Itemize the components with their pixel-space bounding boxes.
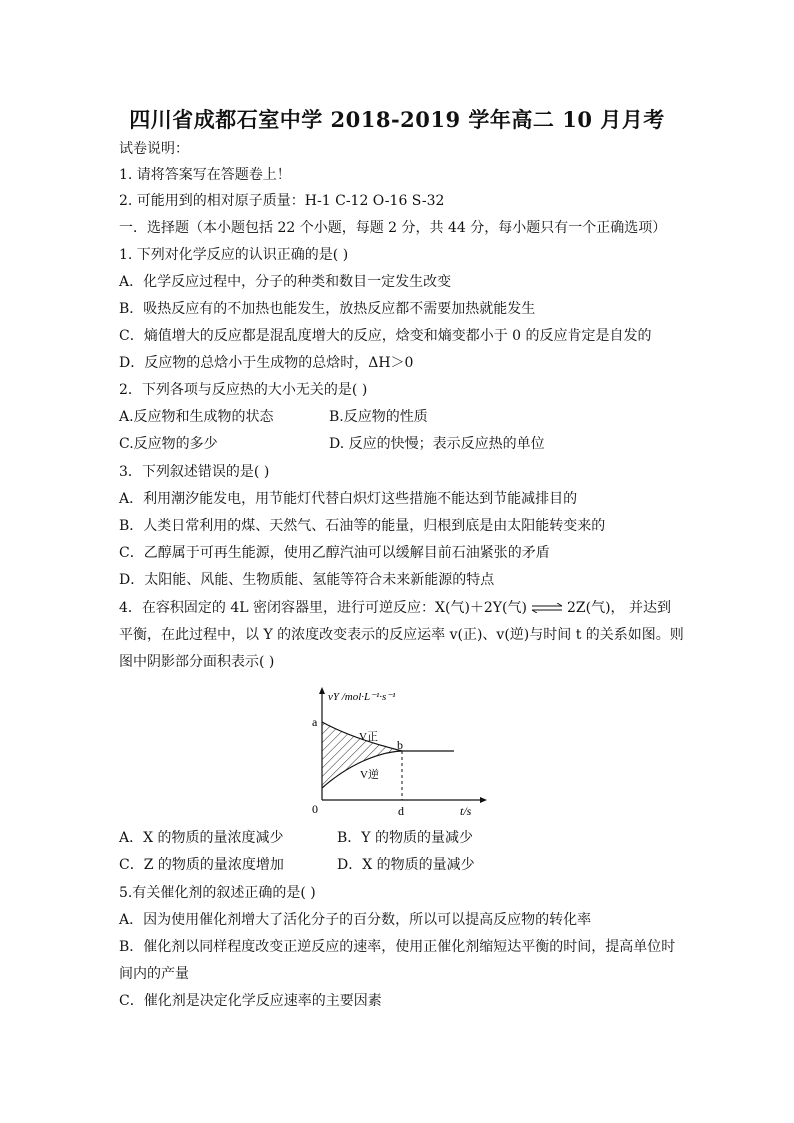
q5-option-a: A．因为使用催化剂增大了活化分子的百分数，所以可以提高反应物的转化率 [119, 912, 592, 928]
q4-option-a: A．X 的物质的量浓度减少 [119, 830, 284, 846]
q3-option-b: B．人类日常利用的煤、天然气、石油等的能量，归根到底是由太阳能转变来的 [119, 518, 606, 534]
instruction-item-2: 2. 可能用到的相对原子质量：H-1 C-12 O-16 S-32 [119, 193, 445, 209]
q3-stem: 3．下列叙述错误的是( ) [119, 464, 270, 480]
q5-option-b-line2: 间内的产量 [119, 966, 189, 982]
q4-option-b: B．Y 的物质的量减少 [337, 830, 473, 846]
exam-title: 四川省成都石室中学 2018-2019 学年高二 10 月月考 [129, 107, 665, 132]
q5-stem: 5.有关催化剂的叙述正确的是( ) [119, 885, 316, 901]
q1-option-d: D．反应物的总焓小于生成物的总焓时，ΔH＞0 [119, 355, 414, 371]
q4-option-c: C．Z 的物质的量浓度增加 [119, 857, 284, 873]
v-forward-label: V正 [359, 731, 378, 743]
q5-option-c: C．催化剂是决定化学反应速率的主要因素 [119, 993, 382, 1009]
q1-option-c: C．熵值增大的反应都是混乱度增大的反应，焓变和熵变都小于 0 的反应肯定是自发的 [119, 328, 652, 344]
point-d-label: d [398, 804, 404, 818]
y-axis-label: vY /mol·L⁻¹·s⁻¹ [328, 691, 396, 703]
q5-option-b-line1: B．催化剂以同样程度改变正逆反应的速率，使用正催化剂缩短达平衡的时间，提高单位时 [119, 939, 676, 955]
q4-stem-line2: 平衡，在此过程中，以 Y 的浓度改变表示的反应运率 v(正)、v(逆)与时间 t 的关系如图。则 [119, 627, 684, 643]
q4-stem-line3: 图中阴影部分面积表示( ) [119, 654, 275, 670]
q1-stem: 1. 下列对化学反应的认识正确的是( ) [119, 247, 349, 263]
q2-option-d: D. 反应的快慢；表示反应热的单位 [329, 436, 545, 452]
q3-option-a: A．利用潮汐能发电，用节能灯代替白炽灯这些措施不能达到节能减排目的 [119, 491, 578, 507]
section-header: 一．选择题（本小题包括 22 个小题，每题 2 分，共 44 分，每小题只有一个正确选项） [119, 220, 667, 236]
rate-time-graph [304, 684, 496, 824]
instructions-heading: 试卷说明： [119, 141, 189, 157]
instruction-item-1: 1. 请将答案写在答题卷上！ [119, 167, 291, 183]
q4-stem-line1 [119, 599, 671, 617]
q2-option-c: C.反应物的多少 [119, 436, 218, 452]
point-a-label: a [312, 715, 318, 729]
q2-option-a: A.反应物和生成物的状态 [119, 409, 274, 425]
q4-stem-part-b: 2Z(气)， 并达到 [566, 600, 671, 616]
q2-option-b: B.反应物的性质 [329, 409, 428, 425]
v-reverse-label: V逆 [360, 769, 379, 781]
q3-option-c: C．乙醇属于可再生能源，使用乙醇汽油可以缓解目前石油紧张的矛盾 [119, 545, 550, 561]
x-axis-arrow-icon [480, 797, 487, 803]
q2-stem: 2．下列各项与反应热的大小无关的是( ) [119, 382, 368, 398]
reversible-arrow-icon [530, 603, 564, 613]
y-axis-arrow-icon [319, 687, 325, 694]
q3-option-d: D．太阳能、风能、生物质能、氢能等符合未来新能源的特点 [119, 572, 495, 588]
q4-option-d: D．X 的物质的量减少 [337, 857, 475, 873]
q1-option-a: A．化学反应过程中，分子的种类和数目一定发生改变 [119, 274, 452, 290]
point-b-label: b [397, 738, 403, 752]
q4-stem-part-a: 4．在容积固定的 4L 密闭容器里，进行可逆反应：X(气)＋2Y(气) [119, 600, 527, 616]
q1-option-b: B．吸热反应有的不加热也能发生，放热反应都不需要加热就能发生 [119, 301, 536, 317]
x-axis-label: t/s [460, 804, 472, 818]
origin-label: 0 [312, 802, 318, 816]
